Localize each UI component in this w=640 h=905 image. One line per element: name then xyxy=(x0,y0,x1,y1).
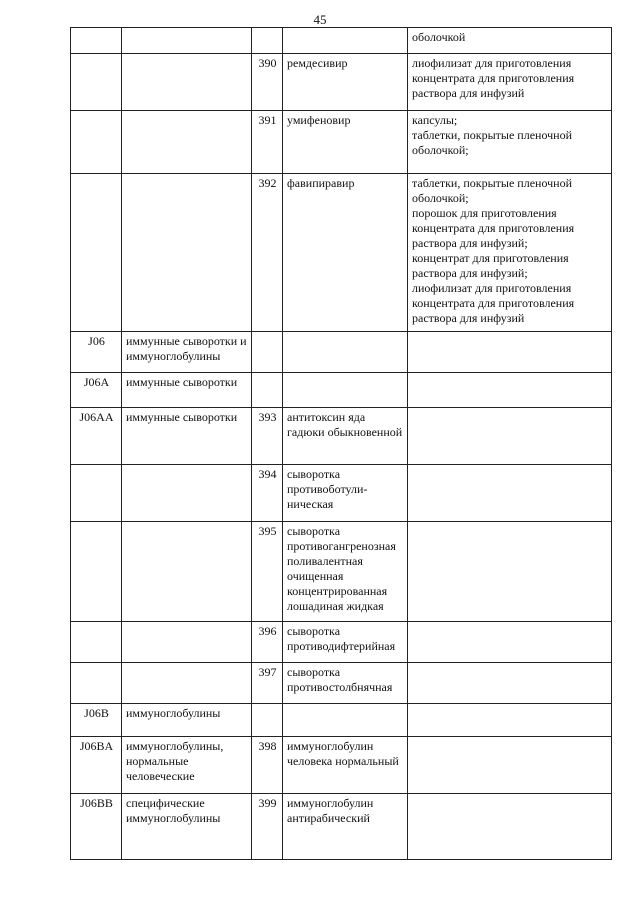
row-number xyxy=(252,704,283,737)
drug-name xyxy=(283,373,408,408)
dosage-form-line: оболочкой; xyxy=(412,191,469,205)
row-number: 398 xyxy=(252,737,283,794)
dosage-form xyxy=(408,373,612,408)
table-row xyxy=(71,332,612,373)
atc-code: J06 xyxy=(71,332,122,373)
row-number: 394 xyxy=(252,465,283,522)
row-number: 390 xyxy=(252,54,283,111)
dosage-form-line: оболочкой; xyxy=(412,143,469,157)
dosage-form xyxy=(408,408,612,465)
atc-code xyxy=(71,54,122,111)
atc-code xyxy=(71,28,122,54)
dosage-form-line: раствора для инфузий; xyxy=(412,266,528,280)
table-row xyxy=(71,737,612,794)
dosage-form xyxy=(408,28,612,54)
row-number xyxy=(252,28,283,54)
table-row xyxy=(71,54,612,111)
table-row xyxy=(71,663,612,704)
dosage-form xyxy=(408,663,612,704)
dosage-form xyxy=(408,465,612,522)
group-name: иммуноглобулины xyxy=(122,704,252,737)
drug-name xyxy=(283,704,408,737)
atc-code: J06BA xyxy=(71,737,122,794)
group-name xyxy=(122,622,252,663)
group-name xyxy=(122,465,252,522)
table-row xyxy=(71,174,612,332)
atc-code: J06A xyxy=(71,373,122,408)
dosage-form xyxy=(408,622,612,663)
row-number: 397 xyxy=(252,663,283,704)
dosage-form xyxy=(408,111,612,174)
drug-name xyxy=(283,28,408,54)
atc-code: J06AA xyxy=(71,408,122,465)
row-number xyxy=(252,332,283,373)
dosage-form xyxy=(408,54,612,111)
drug-name: иммуноглобулин человека нормальный xyxy=(283,737,408,794)
row-number: 392 xyxy=(252,174,283,332)
group-name: иммунные сыворотки и иммуноглобулины xyxy=(122,332,252,373)
atc-code xyxy=(71,663,122,704)
dosage-form-line: раствора для инфузий xyxy=(412,86,525,100)
table-row xyxy=(71,111,612,174)
row-number: 393 xyxy=(252,408,283,465)
dosage-form-line: порошок для приготовления xyxy=(412,206,557,220)
atc-code xyxy=(71,522,122,622)
table-row xyxy=(71,465,612,522)
dosage-form xyxy=(408,737,612,794)
group-name xyxy=(122,663,252,704)
drug-name: ремдесивир xyxy=(283,54,408,111)
drug-name: иммуноглобулин антирабический xyxy=(283,794,408,860)
drug-name: сыворотка противостолбнячная xyxy=(283,663,408,704)
atc-code xyxy=(71,174,122,332)
dosage-form-line: лиофилизат для приготовления xyxy=(412,56,572,70)
drug-name: сыворотка противогангренозная поливалентная очищенная концентрированная лошадиная жидкая xyxy=(283,522,408,622)
dosage-form-line: раствора для инфузий; xyxy=(412,236,528,250)
table-row xyxy=(71,373,612,408)
drug-name: антитоксин яда гадюки обыкновенной xyxy=(283,408,408,465)
group-name xyxy=(122,174,252,332)
row-number: 391 xyxy=(252,111,283,174)
drug-name xyxy=(283,332,408,373)
dosage-form-line: концентрата для приготовления xyxy=(412,296,575,310)
dosage-form-line: оболочкой xyxy=(412,30,466,44)
table-row xyxy=(71,28,612,54)
group-name: иммунные сыворотки xyxy=(122,373,252,408)
atc-code xyxy=(71,622,122,663)
dosage-form-line: концентрат для приготовления xyxy=(412,251,569,265)
dosage-form xyxy=(408,174,612,332)
dosage-form-line: таблетки, покрытые пленочной xyxy=(412,176,573,190)
drug-name: фавипиравир xyxy=(283,174,408,332)
dosage-form-line: капсулы; xyxy=(412,113,458,127)
row-number xyxy=(252,373,283,408)
dosage-form xyxy=(408,332,612,373)
table-row xyxy=(71,622,612,663)
group-name: иммуноглобулины, нормальные человеческие xyxy=(122,737,252,794)
group-name: специфические иммуноглобулины xyxy=(122,794,252,860)
medicine-table xyxy=(70,27,612,860)
atc-code: J06BB xyxy=(71,794,122,860)
dosage-form-line: концентрата для приготовления xyxy=(412,221,575,235)
group-name xyxy=(122,522,252,622)
dosage-form-line: таблетки, покрытые пленочной xyxy=(412,128,573,142)
group-name xyxy=(122,28,252,54)
group-name xyxy=(122,111,252,174)
table-row xyxy=(71,408,612,465)
atc-code: J06B xyxy=(71,704,122,737)
table-row xyxy=(71,794,612,860)
drug-name: сыворотка противоботули-ническая xyxy=(283,465,408,522)
group-name xyxy=(122,54,252,111)
table-row xyxy=(71,522,612,622)
atc-code xyxy=(71,465,122,522)
dosage-form xyxy=(408,522,612,622)
row-number: 399 xyxy=(252,794,283,860)
table-row xyxy=(71,704,612,737)
row-number: 396 xyxy=(252,622,283,663)
dosage-form-line: лиофилизат для приготовления xyxy=(412,281,572,295)
page-number: 45 xyxy=(313,12,327,27)
drug-name: сыворотка противодифтерийная xyxy=(283,622,408,663)
atc-code xyxy=(71,111,122,174)
dosage-form-line: раствора для инфузий xyxy=(412,311,525,325)
dosage-form xyxy=(408,704,612,737)
drug-name: умифеновир xyxy=(283,111,408,174)
dosage-form-line: концентрата для приготовления xyxy=(412,71,575,85)
dosage-form xyxy=(408,794,612,860)
group-name: иммунные сыворотки xyxy=(122,408,252,465)
row-number: 395 xyxy=(252,522,283,622)
